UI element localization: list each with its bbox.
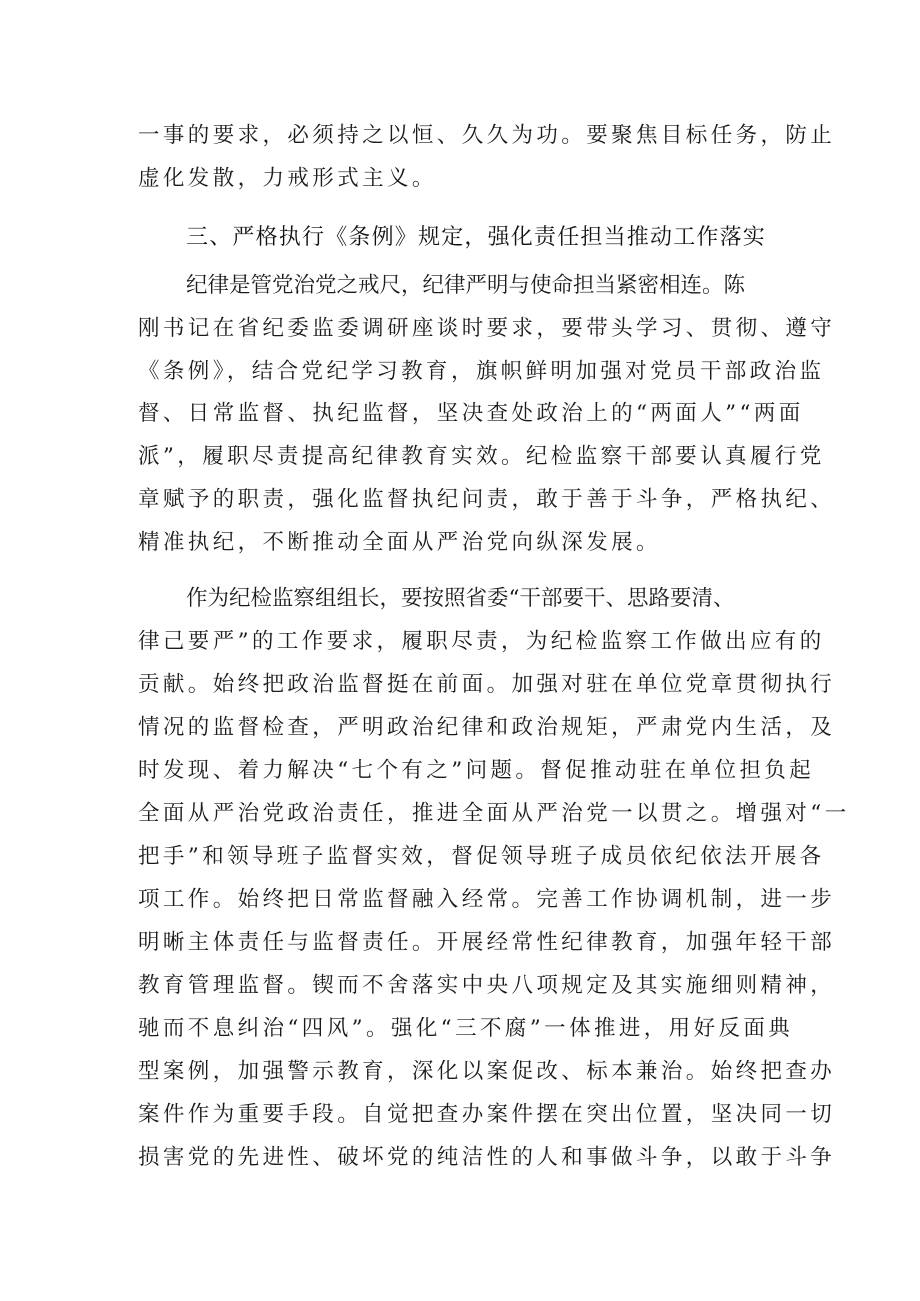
text-line: 章赋予的职责，强化监督执纪问责，敢于善于斗争，严格执纪、 (138, 487, 836, 512)
text-line: 时发现、着力解决“七个有之”问题。督促推动驻在单位担负起 (138, 758, 815, 783)
text-line: 虚化发散，力戒形式主义。 (138, 166, 437, 191)
text-line: 一事的要求，必须持之以恒、久久为功。要聚焦目标任务，防止 (138, 123, 836, 148)
text-line: 派”，履职尽责提高纪律教育实效。纪检监察干部要认真履行党 (138, 444, 825, 469)
text-line: 《条例》，结合党纪学习教育，旗帜鲜明加强对党员干部政治监 (138, 359, 825, 384)
text-line: 项工作。始终把日常监督融入经常。完善工作协调机制，进一步 (138, 887, 836, 912)
text-line: 作为纪检监察组组长，要按照省委“干部要干、思路要清、 (186, 586, 735, 611)
text-line: 教育管理监督。锲而不舍落实中央八项规定及其实施细则精神， (138, 973, 836, 998)
text-line: 精准执纪，不断推动全面从严治党向纵深发展。 (138, 530, 661, 555)
text-line: 律己要严”的工作要求，履职尽责，为纪检监察工作做出应有的 (138, 629, 825, 654)
text-line: 驰而不息纠治“四风”。强化“三不腐”一体推进，用好反面典 (138, 1016, 794, 1041)
text-line: 纪律是管党治党之戒尺，纪律严明与使命担当紧密相连。陈 (186, 273, 746, 298)
text-line: 全面从严治党政治责任，推进全面从严治党一以贯之。增强对“一 (138, 801, 850, 826)
text-line: 督、日常监督、执纪监督，坚决查处政治上的“两面人”“两面 (138, 401, 804, 426)
text-line: 把手”和领导班子监督实效，督促领导班子成员依纪依法开展各 (138, 844, 825, 869)
text-line: 情况的监督检查，严明政治纪律和政治规矩，严肃党内生活，及 (138, 715, 836, 740)
text-line: 案件作为重要手段。自觉把查办案件摆在突出位置，坚决同一切 (138, 1102, 836, 1127)
text-line: 型案例，加强警示教育，深化以案促改、标本兼治。始终把查办 (138, 1059, 836, 1084)
text-line: 明晰主体责任与监督责任。开展经常性纪律教育，加强年轻干部 (138, 930, 836, 955)
text-line: 损害党的先进性、破坏党的纯洁性的人和事做斗争，以敢于斗争 (138, 1145, 836, 1170)
section-heading: 三、严格执行《条例》规定，强化责任担当推动工作落实 (186, 225, 767, 250)
text-line: 刚书记在省纪委监委调研座谈时要求，要带头学习、贯彻、遵守 (138, 316, 836, 341)
text-line: 贡献。始终把政治监督挺在前面。加强对驻在单位党章贯彻执行 (138, 672, 836, 697)
